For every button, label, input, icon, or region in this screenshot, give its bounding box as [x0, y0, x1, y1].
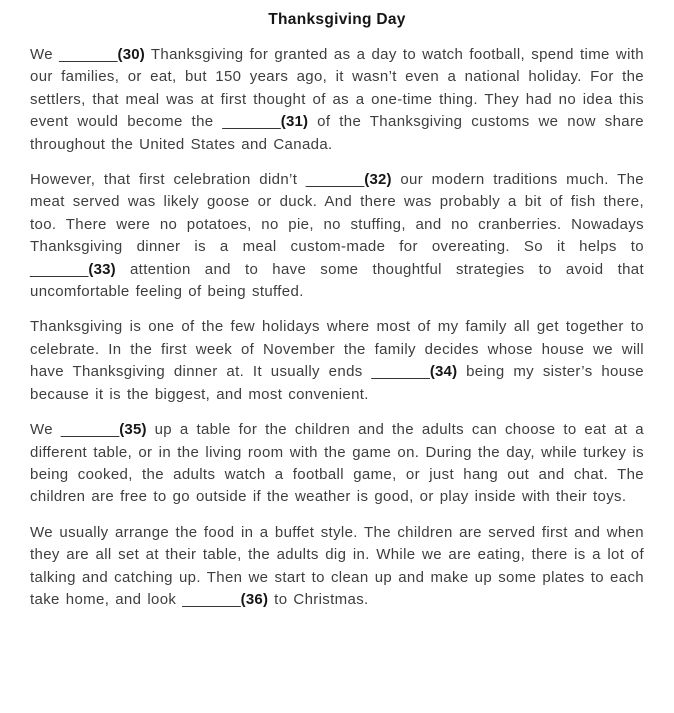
blank-number: (32): [364, 171, 392, 189]
blank-number: (34): [429, 363, 458, 381]
blank-line: _______: [305, 171, 365, 189]
text-run: of the Thanksgiving customs we now share throughout the United States and Canada.: [30, 113, 644, 153]
page-title: Thanksgiving Day: [268, 11, 406, 28]
paragraph: [30, 169, 644, 303]
fill-in-blank: [30, 261, 116, 278]
blank-number: (30): [117, 46, 145, 63]
blank-line: _______: [60, 421, 120, 439]
paragraph: [30, 316, 644, 406]
text-run: Thanksgiving for granted as a day to watch football, spend time with our families, or eat, but 150 years ago, it wasn’t even a national holiday. For the settlers, that meal was at first thought of as a one-time thing. They had no idea this event would become the: [30, 46, 644, 131]
fill-in-blank: [59, 46, 145, 63]
fill-in-blank: [61, 421, 147, 438]
blank-line: _______: [371, 363, 430, 381]
text-run: Thanksgiving is one of the few holidays where most of my family all get together to celebrate. In the first week of November the family decides whose house we will have Thanksgiving dinner at. It usually ends: [30, 318, 644, 381]
fill-in-blank: [222, 113, 308, 130]
paragraph: [30, 522, 644, 612]
text-run: We: [30, 421, 61, 439]
text-run: We: [30, 46, 60, 63]
blank-number: (35): [119, 421, 147, 439]
fill-in-blank: [306, 171, 392, 188]
text-run: up a table for the children and the adults can choose to eat at a different table, or in the living room with the game on. During the day, while turkey is being cooked, the adults watch a football game, or just hang out and chat. The children are free to go outside if the weather is good, or play inside with their toys.: [30, 421, 644, 506]
passage: [30, 44, 644, 611]
fill-in-blank: [182, 591, 268, 608]
blank-line: _______: [222, 113, 281, 131]
fill-in-blank: [371, 363, 457, 380]
text-run: attention and to have some thoughtful strategies to avoid that uncomfortable feeling of being stuffed.: [30, 260, 644, 301]
paragraph: [30, 44, 644, 156]
blank-line: _______: [30, 260, 89, 278]
text-run: our modern traditions much. The meat served was likely goose or duck. And there was probably a bit of fish there, too. There were no potatoes, no pie, no stuffing, and no cranberries. Nowadays Thanksgiving dinner is a meal custom-made for overeating. So it helps to: [30, 171, 644, 256]
paragraph: [30, 419, 644, 509]
blank-number: (36): [240, 590, 269, 608]
blank-line: _______: [182, 590, 241, 608]
text-run: to Christmas.: [268, 590, 369, 608]
text-run: We usually arrange the food in a buffet style. The children are served first and when they are all set at their table, the adults dig in. While we are eating, there is a lot of talking and catching up. Then we start to clean up and make up some plates to each take home, and look: [30, 523, 644, 608]
text-run: However, that first celebration didn’t: [30, 171, 306, 189]
blank-line: _______: [59, 46, 118, 63]
blank-number: (31): [280, 113, 309, 131]
blank-number: (33): [88, 260, 116, 278]
text-run: being my sister’s house because it is the biggest, and most convenient.: [30, 363, 644, 403]
